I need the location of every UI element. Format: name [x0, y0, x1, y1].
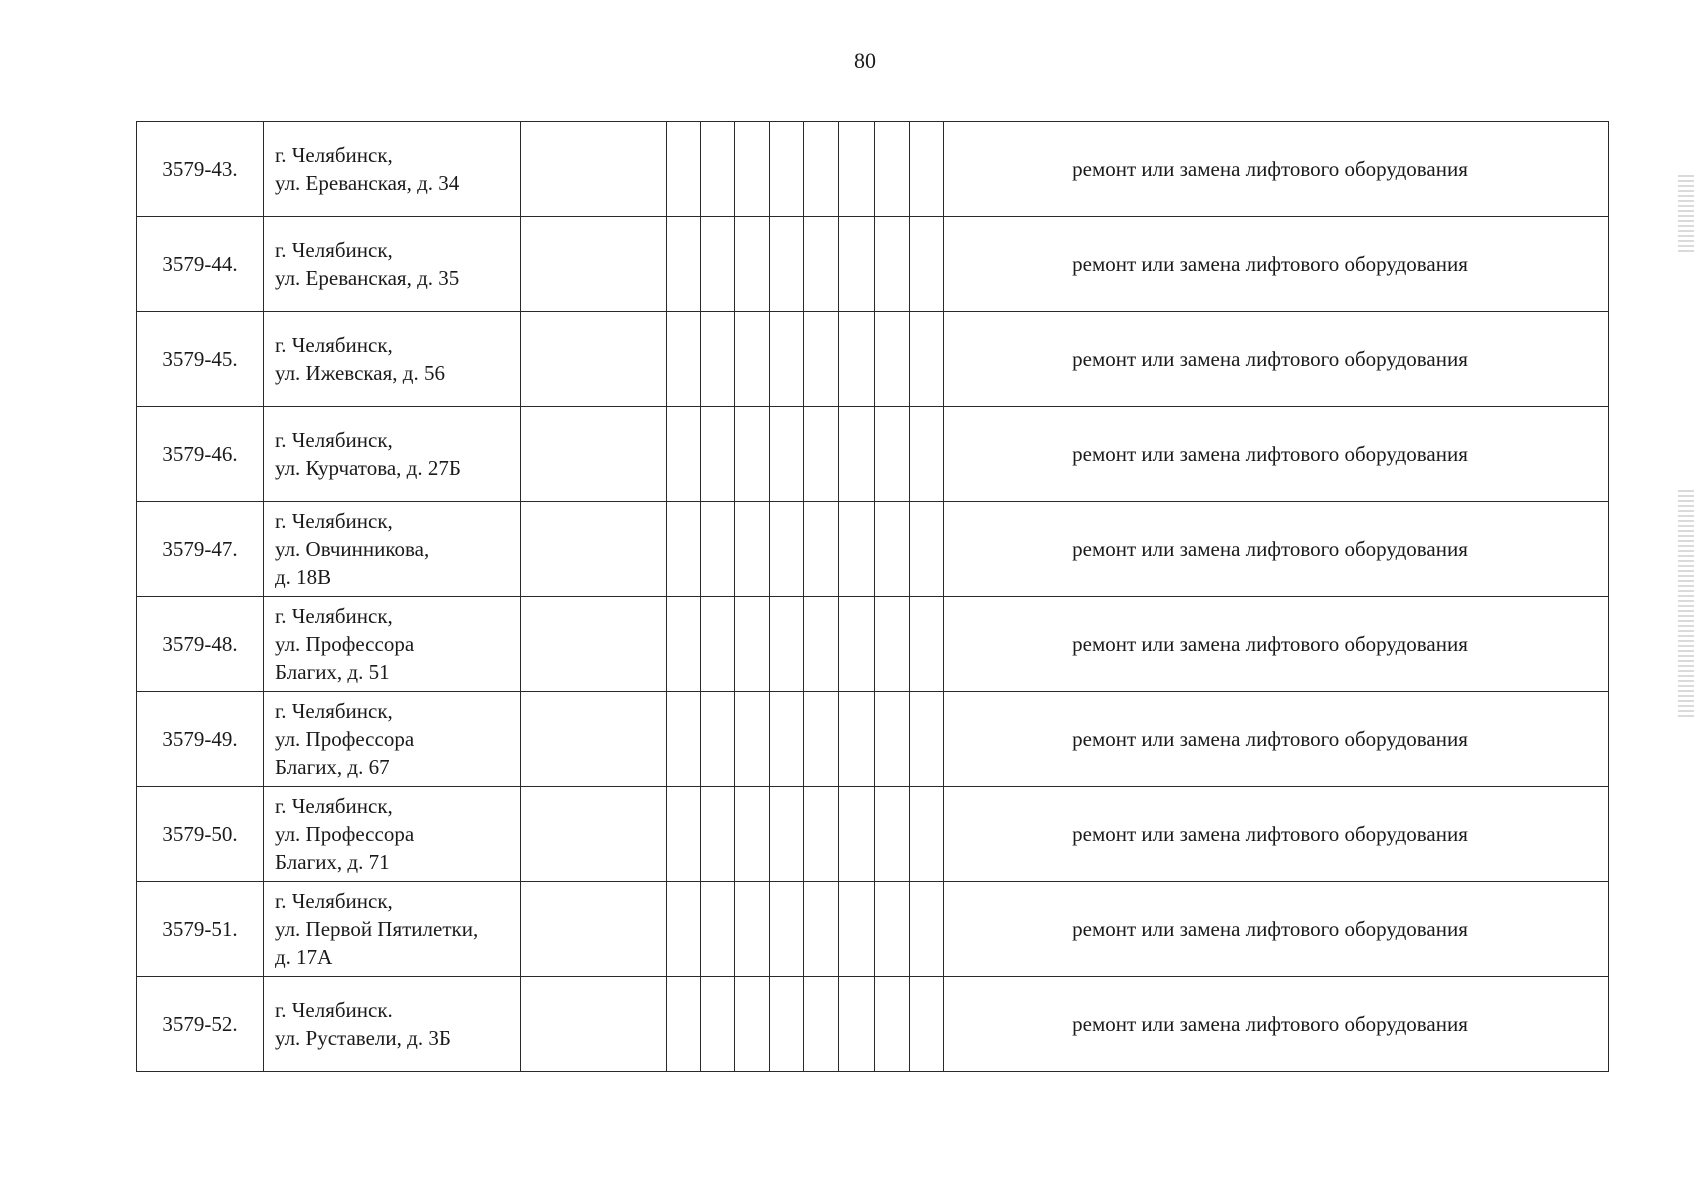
row-number: 3579-46.: [137, 407, 264, 502]
address-line: г. Челябинск.: [275, 998, 393, 1022]
empty-cell: [804, 787, 839, 882]
address-line: ул. Профессора: [275, 632, 415, 656]
address-line: г. Челябинск,: [275, 143, 393, 167]
empty-cell: [804, 692, 839, 787]
empty-cell: [804, 122, 839, 217]
table-row: [137, 407, 1609, 502]
empty-cell: [735, 977, 770, 1072]
empty-cell: [839, 217, 875, 312]
empty-cell: [910, 597, 944, 692]
row-number: 3579-48.: [137, 597, 264, 692]
empty-cell: [521, 597, 667, 692]
empty-cell: [804, 882, 839, 977]
address-cell: [264, 312, 521, 407]
address-line: г. Челябинск,: [275, 238, 393, 262]
address-cell: [264, 122, 521, 217]
address-line: Благих, д. 71: [275, 850, 390, 874]
empty-cell: [735, 787, 770, 882]
address-table: [136, 121, 1609, 1072]
empty-cell: [875, 122, 910, 217]
empty-cell: [839, 597, 875, 692]
address-line: Благих, д. 67: [275, 755, 390, 779]
empty-cell: [839, 312, 875, 407]
empty-cell: [521, 977, 667, 1072]
empty-cell: [667, 122, 701, 217]
empty-cell: [521, 217, 667, 312]
empty-cell: [875, 692, 910, 787]
empty-cell: [667, 407, 701, 502]
empty-cell: [910, 407, 944, 502]
work-type-cell: ремонт или замена лифтового оборудования: [944, 882, 1609, 977]
row-number: 3579-44.: [137, 217, 264, 312]
address-line: д. 17А: [275, 945, 333, 969]
empty-cell: [804, 502, 839, 597]
empty-cell: [910, 122, 944, 217]
empty-cell: [701, 122, 735, 217]
row-number: 3579-49.: [137, 692, 264, 787]
empty-cell: [875, 312, 910, 407]
work-type-cell: ремонт или замена лифтового оборудования: [944, 407, 1609, 502]
empty-cell: [839, 692, 875, 787]
empty-cell: [839, 122, 875, 217]
empty-cell: [910, 217, 944, 312]
address-line: г. Челябинск,: [275, 509, 393, 533]
empty-cell: [804, 407, 839, 502]
work-type-cell: ремонт или замена лифтового оборудования: [944, 217, 1609, 312]
empty-cell: [521, 882, 667, 977]
table-row: [137, 217, 1609, 312]
table-row: [137, 312, 1609, 407]
empty-cell: [770, 787, 804, 882]
address-line: ул. Ижевская, д. 56: [275, 361, 445, 385]
table-row: [137, 977, 1609, 1072]
table-row: [137, 787, 1609, 882]
empty-cell: [521, 122, 667, 217]
empty-cell: [875, 977, 910, 1072]
empty-cell: [839, 977, 875, 1072]
empty-cell: [770, 217, 804, 312]
empty-cell: [875, 217, 910, 312]
address-cell: [264, 977, 521, 1072]
work-type-cell: ремонт или замена лифтового оборудования: [944, 977, 1609, 1072]
empty-cell: [910, 312, 944, 407]
empty-cell: [910, 977, 944, 1072]
address-line: г. Челябинск,: [275, 428, 393, 452]
address-cell: [264, 502, 521, 597]
empty-cell: [770, 407, 804, 502]
empty-cell: [910, 692, 944, 787]
address-cell: [264, 407, 521, 502]
address-cell: [264, 882, 521, 977]
address-cell: [264, 597, 521, 692]
empty-cell: [770, 502, 804, 597]
address-line: ул. Профессора: [275, 727, 415, 751]
empty-cell: [521, 502, 667, 597]
page-number: 80: [854, 48, 876, 73]
empty-cell: [701, 597, 735, 692]
address-cell: [264, 217, 521, 312]
table-row: [137, 692, 1609, 787]
table-row: [137, 882, 1609, 977]
address-cell: [264, 787, 521, 882]
empty-cell: [804, 977, 839, 1072]
empty-cell: [701, 977, 735, 1072]
empty-cell: [701, 217, 735, 312]
row-number: 3579-47.: [137, 502, 264, 597]
empty-cell: [875, 597, 910, 692]
empty-cell: [910, 882, 944, 977]
row-number: 3579-43.: [137, 122, 264, 217]
empty-cell: [770, 122, 804, 217]
scan-edge-mark: [1678, 175, 1694, 255]
empty-cell: [804, 597, 839, 692]
address-line: г. Челябинск,: [275, 333, 393, 357]
empty-cell: [701, 787, 735, 882]
empty-cell: [667, 882, 701, 977]
work-type-cell: ремонт или замена лифтового оборудования: [944, 692, 1609, 787]
empty-cell: [521, 787, 667, 882]
empty-cell: [701, 407, 735, 502]
empty-cell: [770, 312, 804, 407]
address-line: г. Челябинск,: [275, 889, 393, 913]
work-type-cell: ремонт или замена лифтового оборудования: [944, 502, 1609, 597]
empty-cell: [701, 692, 735, 787]
address-line: г. Челябинск,: [275, 699, 393, 723]
address-line: ул. Ереванская, д. 35: [275, 266, 460, 290]
scan-edge-mark: [1678, 490, 1694, 720]
empty-cell: [770, 882, 804, 977]
work-type-cell: ремонт или замена лифтового оборудования: [944, 787, 1609, 882]
empty-cell: [839, 502, 875, 597]
address-line: г. Челябинск,: [275, 794, 393, 818]
empty-cell: [875, 787, 910, 882]
row-number: 3579-50.: [137, 787, 264, 882]
empty-cell: [521, 312, 667, 407]
table-row: [137, 122, 1609, 217]
row-number: 3579-52.: [137, 977, 264, 1072]
empty-cell: [770, 597, 804, 692]
empty-cell: [701, 882, 735, 977]
empty-cell: [667, 787, 701, 882]
address-line: ул. Профессора: [275, 822, 415, 846]
empty-cell: [839, 787, 875, 882]
empty-cell: [804, 217, 839, 312]
address-line: ул. Ереванская, д. 34: [275, 171, 460, 195]
empty-cell: [735, 217, 770, 312]
address-line: ул. Овчинникова,: [275, 537, 430, 561]
address-cell: [264, 692, 521, 787]
empty-cell: [770, 977, 804, 1072]
empty-cell: [667, 597, 701, 692]
empty-cell: [667, 692, 701, 787]
empty-cell: [735, 502, 770, 597]
work-type-cell: ремонт или замена лифтового оборудования: [944, 312, 1609, 407]
empty-cell: [667, 502, 701, 597]
empty-cell: [875, 407, 910, 502]
empty-cell: [804, 312, 839, 407]
table-row: [137, 502, 1609, 597]
empty-cell: [735, 597, 770, 692]
address-line: ул. Руставели, д. 3Б: [275, 1026, 451, 1050]
table-row: [137, 597, 1609, 692]
empty-cell: [770, 692, 804, 787]
empty-cell: [667, 217, 701, 312]
empty-cell: [667, 312, 701, 407]
empty-cell: [667, 977, 701, 1072]
empty-cell: [701, 312, 735, 407]
address-line: Благих, д. 51: [275, 660, 390, 684]
empty-cell: [521, 407, 667, 502]
empty-cell: [910, 787, 944, 882]
address-line: ул. Курчатова, д. 27Б: [275, 456, 461, 480]
empty-cell: [875, 502, 910, 597]
empty-cell: [735, 692, 770, 787]
empty-cell: [735, 312, 770, 407]
empty-cell: [701, 502, 735, 597]
empty-cell: [735, 882, 770, 977]
empty-cell: [735, 407, 770, 502]
empty-cell: [839, 882, 875, 977]
address-line: ул. Первой Пятилетки,: [275, 917, 479, 941]
empty-cell: [735, 122, 770, 217]
empty-cell: [875, 882, 910, 977]
empty-cell: [521, 692, 667, 787]
row-number: 3579-51.: [137, 882, 264, 977]
table-body: [137, 122, 1609, 1072]
empty-cell: [910, 502, 944, 597]
work-type-cell: ремонт или замена лифтового оборудования: [944, 597, 1609, 692]
work-type-cell: ремонт или замена лифтового оборудования: [944, 122, 1609, 217]
row-number: 3579-45.: [137, 312, 264, 407]
address-line: г. Челябинск,: [275, 604, 393, 628]
empty-cell: [839, 407, 875, 502]
address-line: д. 18В: [275, 565, 332, 589]
